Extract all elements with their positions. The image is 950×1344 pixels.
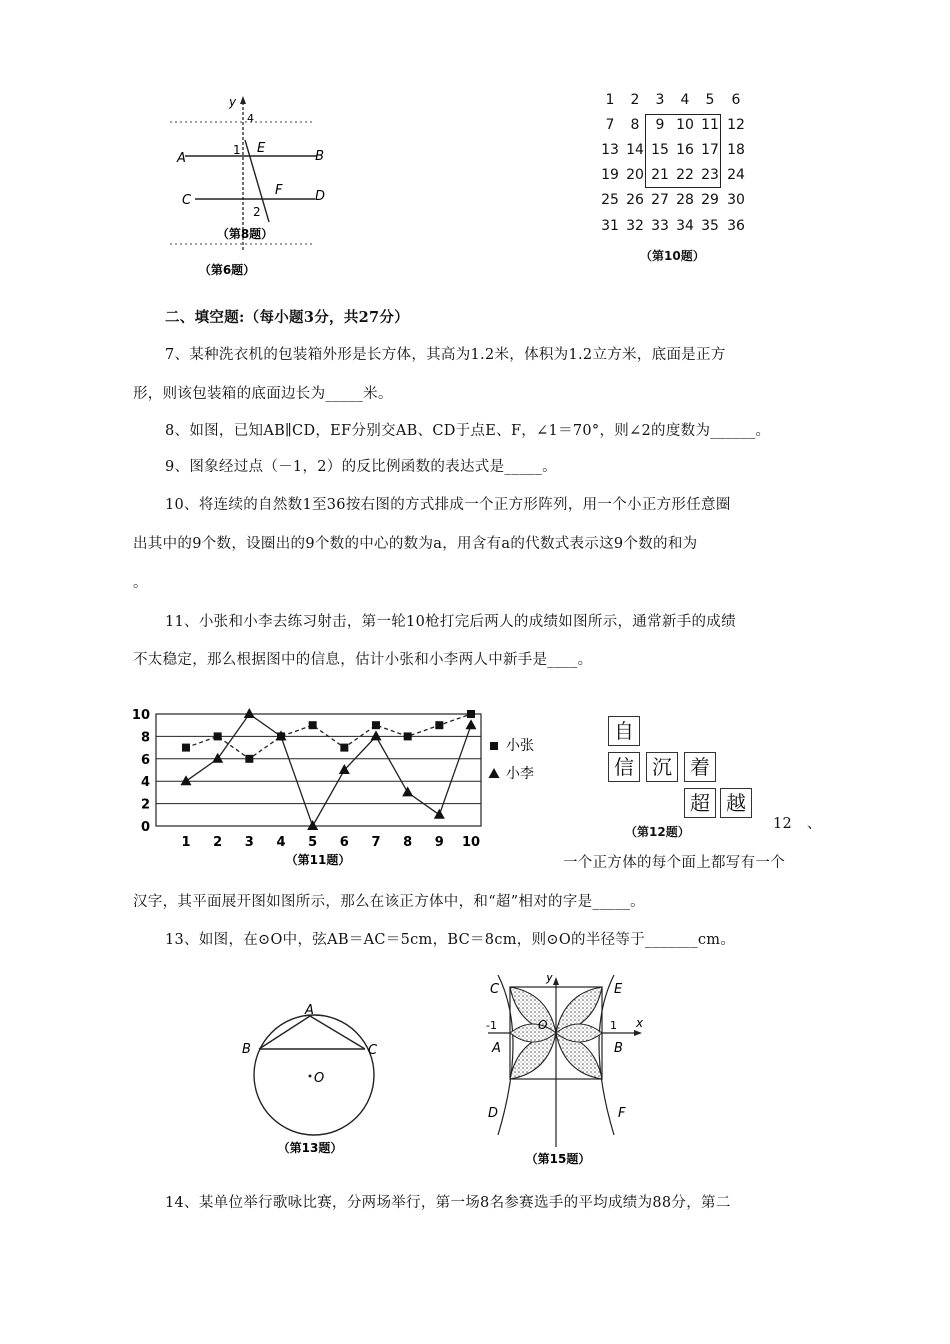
label-c: C <box>368 1043 378 1058</box>
y-tick-label: 6 <box>140 752 150 768</box>
net-face-zi: 自 <box>608 716 640 746</box>
q7-line2: 形，则该包装箱的底面边长为_____米。 <box>133 386 393 402</box>
grid-number-cell: 21 <box>651 167 669 183</box>
section-heading: 二、填空题:（每小题3分，共27分） <box>165 309 410 326</box>
grid-number-cell: 28 <box>676 192 694 208</box>
grid-number-cell: 1 <box>605 92 615 108</box>
label-e: E <box>257 141 266 156</box>
tick-1: 1 <box>610 1019 617 1032</box>
data-point-triangle <box>434 809 445 819</box>
grid-number-cell: 5 <box>705 92 715 108</box>
grid-number-cell: 29 <box>701 192 719 208</box>
q10-line3: 。 <box>133 575 148 591</box>
y-axis-label: y <box>229 95 237 109</box>
figure-11-line-chart <box>126 700 556 872</box>
legend-label: 小张 <box>506 738 534 754</box>
grid-number-cell: 36 <box>727 218 745 234</box>
q14-text: 14、某单位举行歌咏比赛，分两场举行，第一场8名参赛选手的平均成绩为88分，第二 <box>165 1195 731 1211</box>
label-c: C <box>490 982 500 997</box>
x-axis-label: x <box>636 1016 644 1030</box>
angle-1-label: 1 <box>233 143 241 157</box>
label-o: O <box>538 1018 548 1032</box>
legend-label: 小李 <box>506 766 534 782</box>
data-point-square <box>340 744 348 752</box>
label-b: B <box>315 149 324 164</box>
q12-line2: 一个正方体的每个面上都写有一个 <box>563 855 785 871</box>
grid-number-cell: 10 <box>676 117 694 133</box>
x-tick-label: 1 <box>181 835 191 850</box>
grid-number-cell: 15 <box>651 142 669 158</box>
grid-number-cell: 4 <box>680 92 690 108</box>
x-tick-label: 3 <box>244 835 254 850</box>
grid-number-cell: 31 <box>601 218 619 234</box>
data-point-square <box>372 721 380 729</box>
grid-number-cell: 25 <box>601 192 619 208</box>
label-f: F <box>275 183 283 198</box>
grid-number-cell: 24 <box>727 167 745 183</box>
grid-number-cell: 16 <box>676 142 694 158</box>
data-point-triangle <box>466 719 477 729</box>
data-point-square <box>404 732 412 740</box>
grid-number-cell: 33 <box>651 218 669 234</box>
figure-8-diagram <box>165 92 325 292</box>
x-tick-label: 2 <box>213 835 223 850</box>
grid-selection-box <box>645 114 721 188</box>
grid-number-cell: 3 <box>655 92 665 108</box>
grid-number-cell: 14 <box>626 142 644 158</box>
x-tick-label: 5 <box>308 835 318 850</box>
y-tick-label: 10 <box>131 708 150 723</box>
q11-line1: 11、小张和小李去练习射击，第一轮10枪打完后两人的成绩如图所示，通常新手的成绩 <box>165 614 736 630</box>
q12-number: 12 、 <box>773 816 822 832</box>
figure-10-caption: （第10题） <box>640 249 705 263</box>
q8-text: 8、如图，已知AB∥CD，EF分别交AB、CD于点E、F，∠1＝70°，则∠2的度数为______。 <box>165 423 771 439</box>
grid-number-cell: 2 <box>630 92 640 108</box>
grid-number-cell: 22 <box>676 167 694 183</box>
grid-number-cell: 30 <box>727 192 745 208</box>
tick-label: 4 <box>247 112 254 125</box>
grid-number-cell: 26 <box>626 192 644 208</box>
y-axis-label: y <box>546 975 554 984</box>
y-tick-label: 0 <box>140 820 150 835</box>
x-tick-label: 8 <box>403 835 413 850</box>
tick-neg1: -1 <box>486 1019 497 1032</box>
grid-number-cell: 35 <box>701 218 719 234</box>
legend-square-marker <box>490 742 498 750</box>
data-point-square <box>435 721 443 729</box>
grid-number-cell: 13 <box>601 142 619 158</box>
grid-number-cell: 7 <box>605 117 615 133</box>
q10-line1: 10、将连续的自然数1至36按右图的方式排成一个正方形阵列，用一个小正方形任意圈 <box>165 497 731 513</box>
grid-number-cell: 32 <box>626 218 644 234</box>
angle-2-label: 2 <box>253 205 261 219</box>
data-point-triangle <box>244 708 255 718</box>
label-b: B <box>242 1042 251 1057</box>
data-point-square <box>182 744 190 752</box>
grid-number-cell: 17 <box>701 142 719 158</box>
legend-triangle-marker <box>489 768 500 778</box>
figure-15-caption: （第15题） <box>525 1152 591 1166</box>
q9-text: 9、图象经过点（－1，2）的反比例函数的表达式是_____。 <box>165 459 557 475</box>
grid-number-cell: 20 <box>626 167 644 183</box>
net-face-zhuo: 着 <box>684 752 716 782</box>
y-tick-label: 4 <box>140 775 150 791</box>
x-tick-label: 7 <box>371 835 381 850</box>
grid-number-cell: 23 <box>701 167 719 183</box>
grid-number-cell: 8 <box>630 117 640 133</box>
label-a: A <box>177 151 186 166</box>
label-d: D <box>314 189 325 204</box>
label-b: B <box>614 1041 623 1056</box>
series-line-2 <box>186 714 471 826</box>
x-tick-label: 9 <box>434 835 444 850</box>
y-tick-label: 8 <box>140 730 150 746</box>
net-face-yue: 越 <box>720 788 752 818</box>
y-tick-label: 2 <box>140 797 150 813</box>
data-point-square <box>467 710 475 718</box>
grid-number-cell: 19 <box>601 167 619 183</box>
data-point-square <box>214 732 222 740</box>
net-face-chen: 沉 <box>646 752 678 782</box>
grid-number-cell: 11 <box>701 117 719 133</box>
data-point-triangle <box>371 730 382 740</box>
x-tick-label: 4 <box>276 835 286 850</box>
figure-6-caption: （第6题） <box>198 263 256 277</box>
label-a: A <box>305 1003 314 1018</box>
x-tick-label: 6 <box>339 835 349 850</box>
x-tick-label: 10 <box>461 835 481 850</box>
grid-number-cell: 6 <box>731 92 741 108</box>
figure-13-circle-diagram <box>232 1000 392 1160</box>
label-c: C <box>182 193 192 208</box>
figure-15-arcs-diagram <box>478 975 648 1170</box>
label-o: O <box>314 1071 325 1086</box>
q12-line3: 汉字，其平面展开图如图所示，那么在该正方体中，和“超”相对的字是_____。 <box>133 894 645 910</box>
grid-number-cell: 9 <box>655 117 665 133</box>
grid-number-cell: 18 <box>727 142 745 158</box>
q13-text: 13、如图，在⊙O中，弦AB＝AC＝5cm，BC＝8cm，则⊙O的半径等于_______cm。 <box>165 932 736 948</box>
q11-line2: 不太稳定，那么根据图中的信息，估计小张和小李两人中新手是____。 <box>133 652 593 668</box>
grid-number-cell: 27 <box>651 192 669 208</box>
label-f: F <box>618 1106 626 1121</box>
data-point-square <box>245 755 253 763</box>
data-point-triangle <box>307 820 318 830</box>
label-d: D <box>488 1106 499 1121</box>
figure-11-caption: （第11题） <box>285 853 351 867</box>
grid-number-cell: 12 <box>727 117 745 133</box>
label-a: A <box>492 1041 501 1056</box>
data-point-triangle <box>181 775 192 785</box>
net-face-chao: 超 <box>684 788 716 818</box>
figure-12-caption: （第12题） <box>625 825 690 839</box>
data-point-square <box>309 721 317 729</box>
data-point-triangle <box>402 786 413 796</box>
figure-8-caption: （第8题） <box>216 227 274 241</box>
net-face-xin: 信 <box>608 752 640 782</box>
grid-number-cell: 34 <box>676 218 694 234</box>
q7-line1: 7、某种洗衣机的包装箱外形是长方体，其高为1.2米，体积为1.2立方米，底面是正方 <box>165 347 726 363</box>
q10-line2: 出其中的9个数，设圈出的9个数的中心的数为a，用含有a的代数式表示这9个数的和为 <box>133 536 698 552</box>
label-e: E <box>614 982 623 997</box>
figure-13-caption: （第13题） <box>277 1141 343 1155</box>
